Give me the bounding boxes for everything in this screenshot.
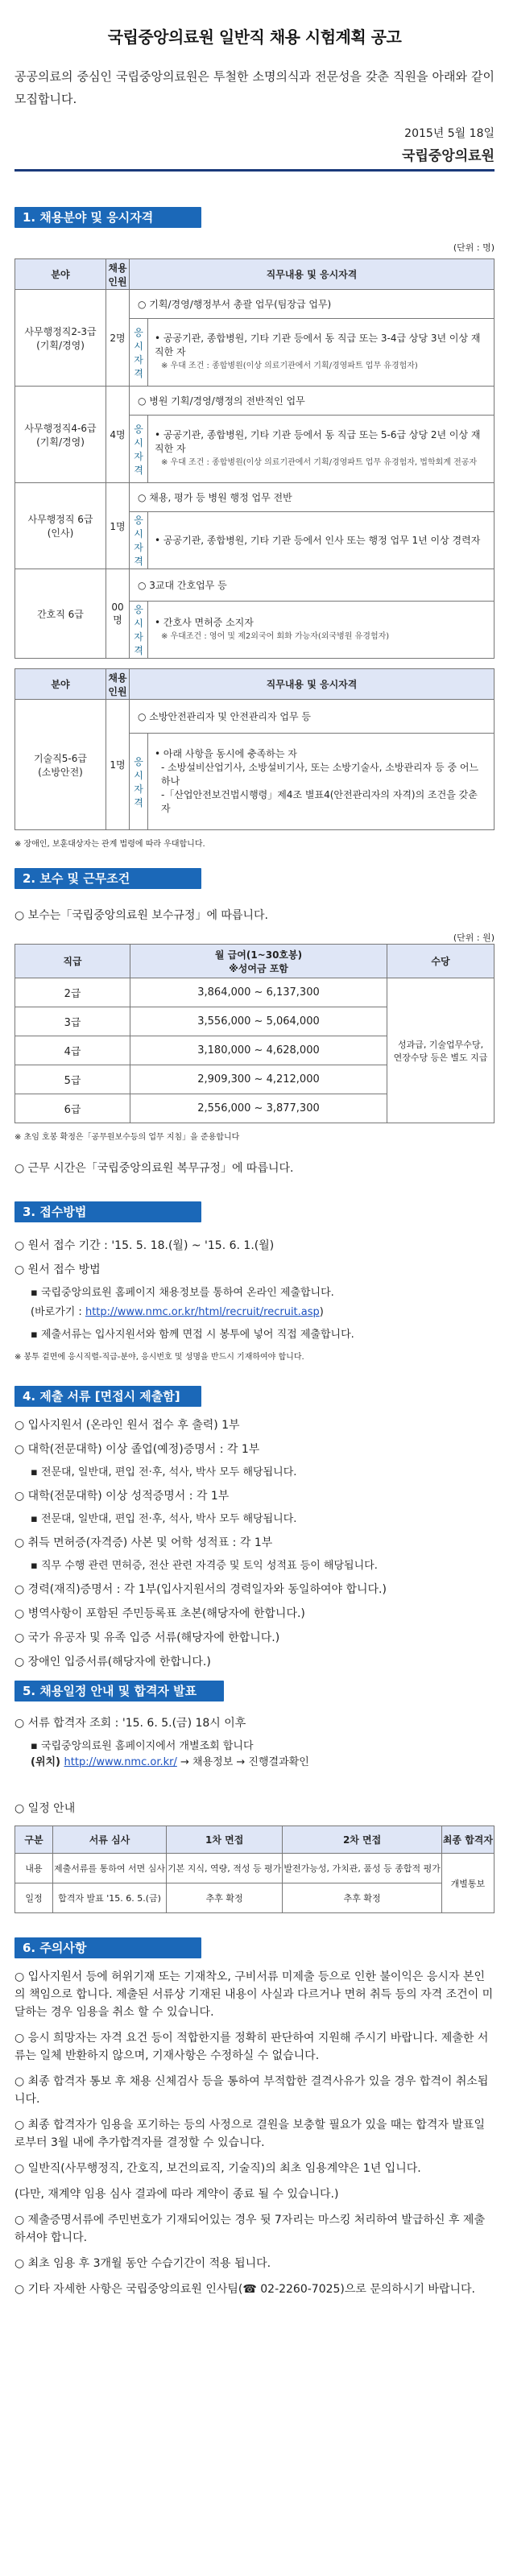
sched-th: 1차 면접 xyxy=(167,1826,283,1854)
section-1-header: 1. 채용분야 및 응시자격 xyxy=(14,207,201,228)
pay-range: 3,180,000 ~ 4,628,000 xyxy=(130,1036,387,1065)
row-count: 2명 xyxy=(106,290,130,387)
doc-item: ○ 취득 면허증(자격증) 사본 및 어학 성적표 : 각 1부 xyxy=(14,1536,273,1549)
row-pos: 사무행정직4-6급 (기획/경영) xyxy=(15,387,106,483)
pay-grade: 5급 xyxy=(15,1065,130,1094)
sch-result: ○ 서류 합격자 조회 : '15. 6. 5.(금) 18시 이후 xyxy=(14,1717,246,1730)
pref-note: ※ 장애인, 보훈대상자는 관계 법령에 따라 우대합니다. xyxy=(14,840,205,849)
unit-label-2: (단위 : 원) xyxy=(453,932,495,943)
sch-location: (위치) http://www.nmc.or.kr/ → 채용정보 → 진행결과확인 xyxy=(31,1756,309,1768)
row-duty: ○ 채용, 평가 등 병원 행정 업무 전반 xyxy=(130,483,495,512)
row-pos: 간호직 6급 xyxy=(15,569,106,659)
sched-cell: 발전가능성, 가치관, 품성 등 종합적 평가 xyxy=(283,1854,441,1883)
pay-range: 3,864,000 ~ 6,137,300 xyxy=(130,978,387,1007)
row-qual-label: 응시 자격 xyxy=(130,319,148,387)
section-2-header: 2. 보수 및 근무조건 xyxy=(14,868,201,889)
row-pos: 사무행정직2-3급 (기획/경영) xyxy=(15,290,106,387)
org-name: 국립중앙의료원 xyxy=(402,148,495,164)
section-3-header: 3. 접수방법 xyxy=(14,1201,201,1222)
pay-range: 2,909,300 ~ 4,212,000 xyxy=(130,1065,387,1094)
pay-row xyxy=(15,978,495,1007)
row-qual-label: 응시 자격 xyxy=(130,512,148,569)
row-qual: • 공공기관, 종합병원, 기타 기관 등에서 인사 또는 행정 업무 1년 이상 경력자 xyxy=(148,512,495,569)
sched-th: 구분 xyxy=(15,1826,53,1854)
row-count: 4명 xyxy=(106,387,130,483)
doc-item: ○ 대학(전문대학) 이상 졸업(예정)증명서 : 각 1부 xyxy=(14,1443,260,1456)
th-field: 분야 xyxy=(15,669,106,700)
sched-th: 서류 심사 xyxy=(53,1826,167,1854)
doc-item: ○ 국가 유공자 및 유족 입증 서류(해당자에 한합니다.) xyxy=(14,1631,280,1644)
row-qual-label: 응시 자격 xyxy=(130,602,148,659)
row5-qual-label: 응시 자격 xyxy=(130,734,148,830)
sched-cell: 합격자 발표 '15. 6. 5.(금) xyxy=(53,1883,167,1913)
sch-individual: ▪ 국립중앙의료원 홈페이지에서 개별조회 합니다 xyxy=(31,1740,254,1752)
note-item: ○ 최종 합격자가 임용을 포기하는 등의 사정으로 결원을 보충할 필요가 있을 때는 합격자 발표일로부터 3월 내에 추가합격자를 결정할 수 있습니다. xyxy=(14,2119,485,2149)
row-qual-label: 응시 자격 xyxy=(130,416,148,483)
note-item: ○ 일반직(사무행정직, 간호직, 보건의료직, 기술직)의 최초 임용계약은 1년 입니다. xyxy=(14,2162,421,2175)
pay-table xyxy=(14,944,495,1123)
pay-grade: 4급 xyxy=(15,1036,130,1065)
intro-text: 공공의료의 중심인 국립중앙의료원은 투철한 소명의식과 전문성을 갖춘 직원을 아래와 같이 모집합니다. xyxy=(14,69,495,106)
row5-duty: ○ 소방안전관리자 및 안전관리자 업무 등 xyxy=(130,700,495,734)
row-count: 1명 xyxy=(106,483,130,569)
row5-count: 1명 xyxy=(106,700,130,830)
pay-range: 3,556,000 ~ 5,064,000 xyxy=(130,1007,387,1036)
rec-method: ○ 원서 접수 방법 xyxy=(14,1263,101,1276)
pay-intro: ○ 보수는「국립중앙의료원 보수규정」에 따릅니다. xyxy=(14,909,268,922)
row-count: 00명 xyxy=(106,569,130,659)
pay-note: ※ 초임 호봉 확정은「공무원보수등의 업무 지침」을 준용합니다 xyxy=(14,1133,240,1142)
rec-link-line: (바로가기 : http://www.nmc.or.kr/html/recruit/recruit.asp) xyxy=(31,1306,324,1318)
pay-grade: 3급 xyxy=(15,1007,130,1036)
note-item: (다만, 재계약 임용 심사 결과에 따라 계약이 종료 될 수 있습니다.) xyxy=(14,2188,339,2201)
sched-cell: 기본 지식, 역량, 적성 등 평가 xyxy=(167,1854,283,1883)
positions-table xyxy=(14,258,495,659)
note-item: ○ 최종 합격자 통보 후 채용 신체검사 등을 통하여 부적합한 결격사유가 있을 경우 합격이 취소됩니다. xyxy=(14,2075,489,2106)
rec-period: ○ 원서 접수 기간 : '15. 5. 18.(월) ~ '15. 6. 1.(월) xyxy=(14,1239,275,1252)
pay-th-month: 월 급여(1~30호봉) ※성여금 포함 xyxy=(130,945,387,978)
pay-th-grade: 직급 xyxy=(15,945,130,978)
pay-grade: 2급 xyxy=(15,978,130,1007)
schedule-table xyxy=(14,1826,495,1913)
doc-sub: ▪ 전문대, 일반대, 편입 전·후, 석사, 박사 모두 해당됩니다. xyxy=(31,1513,297,1525)
notes-list xyxy=(14,1968,495,2298)
doc-item: ○ 입사지원서 (온라인 원서 접수 후 출력) 1부 xyxy=(14,1419,240,1432)
row-qual: • 간호사 면허증 소지자 ※ 우대조건 : 영어 및 제2외국어 회화 가능자(외국병원 유경험자) xyxy=(148,602,495,659)
sched-cell: 추후 확정 xyxy=(283,1883,441,1913)
doc-item: ○ 장애인 입증서류(해당자에 한합니다.) xyxy=(14,1656,211,1668)
doc-item: ○ 경력(재직)증명서 : 각 1부(입사지원서의 경력일자와 동일하여야 합니다.) xyxy=(14,1583,387,1596)
rec-note: ※ 봉투 겉면에 응시직렬-직급-분야, 응시번호 및 성명을 반드시 기재하여야 합니다. xyxy=(14,1353,304,1362)
section-6-header: 6. 주의사항 xyxy=(14,1937,201,1958)
sched-th: 최종 합격자 xyxy=(441,1826,494,1854)
note-item: ○ 제출증명서류에 주민번호가 기재되어있는 경우 뒷 7자리는 마스킹 처리하여 발급하신 후 제출하셔야 합니다. xyxy=(14,2214,485,2244)
pay-grade: 6급 xyxy=(15,1094,130,1123)
th-duty: 직무내용 및 응시자격 xyxy=(130,259,495,290)
row-duty: ○ 병원 기획/경영/행정의 전반적인 업무 xyxy=(130,387,495,416)
sched-cell: 내용 xyxy=(15,1854,53,1883)
row-pos: 사무행정직 6급 (인사) xyxy=(15,483,106,569)
row-duty: ○ 기획/경영/행정부서 총괄 업무(팀장급 업무) xyxy=(130,290,495,319)
th-duty: 직무내용 및 응시자격 xyxy=(130,669,495,700)
recruit-link[interactable]: http://www.nmc.or.kr/html/recruit/recruit.asp xyxy=(85,1306,320,1318)
sched-cell: 개별통보 xyxy=(441,1854,494,1913)
doc-item: ○ 대학(전문대학) 이상 성적증명서 : 각 1부 xyxy=(14,1490,230,1503)
sch-guide: ○ 일정 안내 xyxy=(14,1802,76,1815)
th-field: 분야 xyxy=(15,259,106,290)
announce-date: 2015년 5월 18일 xyxy=(404,127,495,140)
pay-allow: 성과급, 기술업무수당, 연장수당 등은 별도 지급 xyxy=(387,978,495,1123)
rec-docs: ▪ 제출서류는 입사지원서와 함께 면접 시 봉투에 넣어 직접 제출합니다. xyxy=(31,1329,354,1341)
home-link[interactable]: http://www.nmc.or.kr/ xyxy=(64,1756,177,1768)
th-count: 채용 인원 xyxy=(106,669,130,700)
note-item: ○ 입사지원서 등에 허위기재 또는 기재착오, 구비서류 미제출 등으로 인한 불이익은 응시자 본인의 책임으로 합니다. 제출된 서류상 기재된 내용이 사실과 다르거나 면허 취득 등의 자격 조건이 미달하는 경우 임용을 취소 할 수 있습니다. xyxy=(14,1970,494,2019)
page-title: 국립중앙의료원 일반직 채용 시험계획 공고 xyxy=(107,27,402,47)
th-count: 채용 인원 xyxy=(106,259,130,290)
doc-item: ○ 병역사항이 포함된 주민등록표 초본(해당자에 한합니다.) xyxy=(14,1607,305,1620)
note-item: ○ 응시 희망자는 자격 요건 등이 적합한지를 정확히 판단하여 지원해 주시기 바랍니다. 제출한 서류는 일체 반환하지 않으며, 기재사항은 수정하실 수 없습니다. xyxy=(14,2032,489,2062)
row-qual: • 공공기관, 종합병원, 기타 기관 등에서 동 직급 또는 3-4급 상당 3년 이상 재직한 자 ※ 우대 조건 : 종합병원(이상 의료기관에서 기획/경영파트 업무 유경험자) xyxy=(148,319,495,387)
row5-qual: • 아래 사항을 동시에 충족하는 자 - 소방설비산업기사, 소방설비기사, 또는 소방기술사, 소방관리자 등 중 어느 하나 -「산업안전보건법시행령」제4조 별표4(안전관리자의 자격)의 조건을 갖춘 자 xyxy=(148,734,495,830)
pay-th-allow: 수당 xyxy=(387,945,495,978)
sched-cell: 일정 xyxy=(15,1883,53,1913)
sched-th: 2차 면접 xyxy=(283,1826,441,1854)
rec-online: ▪ 국립중앙의료원 홈페이지 채용정보를 통하여 온라인 제출합니다. xyxy=(31,1287,334,1299)
sched-cell: 추후 확정 xyxy=(167,1883,283,1913)
row5-pos: 기술직5-6급 (소방안전) xyxy=(15,700,106,830)
doc-sub: ▪ 전문대, 일반대, 편입 전·후, 석사, 박사 모두 해당됩니다. xyxy=(31,1466,297,1478)
section-4-header: 4. 제출 서류 [면접시 제출함] xyxy=(14,1386,201,1407)
note-item: ○ 최초 임용 후 3개월 동안 수습기간이 적용 됩니다. xyxy=(14,2257,271,2270)
docs-list xyxy=(14,1416,495,1671)
header-rule xyxy=(14,169,495,172)
work-text: ○ 근무 시간은「국립중앙의료원 복무규정」에 따릅니다. xyxy=(14,1162,294,1175)
note-item: ○ 기타 자세한 사항은 국립중앙의료원 인사팀(☎ 02-2260-7025)으로 문의하시기 바랍니다. xyxy=(14,2283,475,2296)
unit-label-1: (단위 : 명) xyxy=(453,242,495,253)
row-duty: ○ 3교대 간호업무 등 xyxy=(130,569,495,602)
sched-cell: 제출서류를 통하여 서면 심사 xyxy=(53,1854,167,1883)
pay-range: 2,556,000 ~ 3,877,300 xyxy=(130,1094,387,1123)
row-qual: • 공공기관, 종합병원, 기타 기관 등에서 동 직급 또는 5-6급 상당 2년 이상 재직한 자 ※ 우대 조건 : 종합병원(이상 의료기관에서 기획/경영파트 업무 유경험자, 법학회계 전공자 xyxy=(148,416,495,483)
section-5-header: 5. 채용일정 안내 및 합격자 발표 xyxy=(14,1681,224,1701)
positions-table-2 xyxy=(14,668,495,830)
doc-sub: ▪ 직무 수행 관련 면허증, 전산 관련 자격증 및 토익 성적표 등이 해당됩니다. xyxy=(31,1560,378,1572)
